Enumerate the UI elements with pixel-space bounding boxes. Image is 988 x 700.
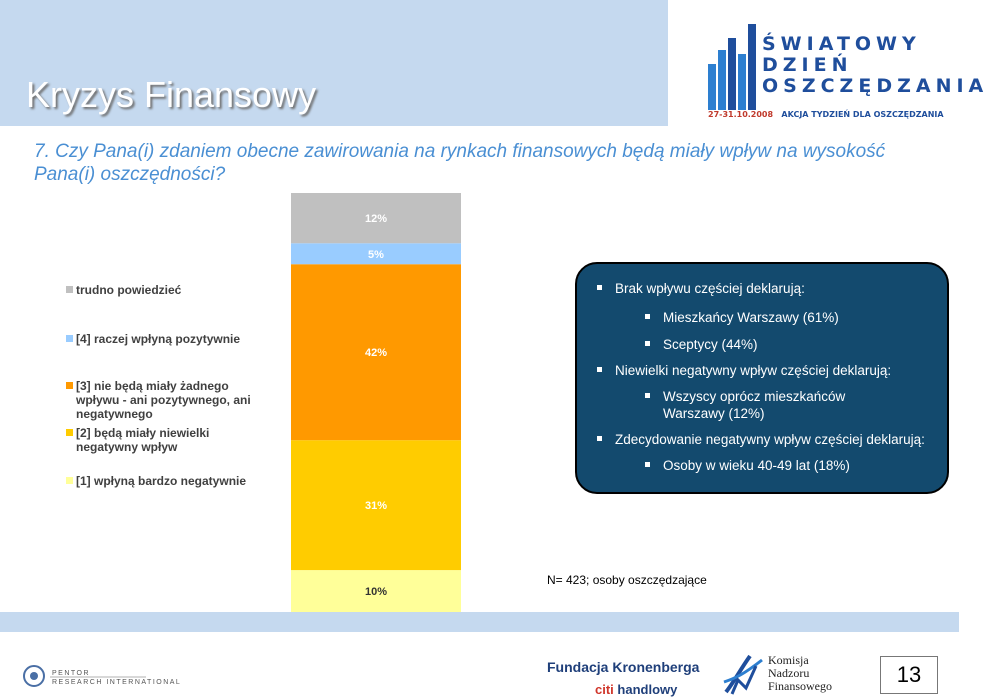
legend-label-4-line-1: [2] będą miały niewielki [76,426,210,440]
page-number: 13 [880,656,938,694]
knf-line-1: Komisja [768,653,809,667]
finding-bullet-6: Zdecydowanie negatywny wpływ częściej deklarują: [591,431,933,448]
logo-line-2: DZIEŃ [762,54,853,76]
finding-bullet-5: Wszyscy oprócz mieszkańców Warszawy (12%) [639,388,899,422]
bar-segment-label-2: 31% [364,500,388,513]
knf-logo-icon [722,652,764,696]
legend-label-4-line-2: negatywny wpływ [76,440,178,454]
finding-bullet-3: Sceptycy (44%) [639,336,933,353]
legend-label-3-line-2: wpływu - ani pozytywnego, ani [76,393,251,407]
legend-label-3-line-1: [3] nie będą miały żadnego [76,379,229,393]
sample-note: N= 423; osoby oszczędzające [547,573,707,587]
citi-suffix: handlowy [613,682,678,697]
citi-handlowy-logo [595,682,677,697]
knf-line-3: Finansowego [768,679,832,693]
pentor-logo-text [52,669,181,687]
legend-label-5-line-1: [1] wpłyną bardzo negatywnie [76,474,247,488]
kronenberg-logo: Fundacja Kronenberga [547,659,700,675]
bar-segment-label-5: 12% [364,213,388,226]
legend-label-2-line-1: [4] raczej wpłyną pozytywnie [76,332,241,346]
knf-logo-text [768,654,832,693]
legend-swatch-3 [66,382,73,389]
bar-segment-label-3: 42% [364,347,388,360]
pentor-line-2: RESEARCH INTERNATIONAL [52,679,182,686]
legend-swatch-4 [66,429,73,436]
legend-swatch-1 [66,286,73,293]
findings-box [575,262,949,494]
pentor-line-1: PENTOR [52,670,91,677]
finding-bullet-2: Mieszkańcy Warszawy (61%) [639,309,933,326]
finding-bullet-7: Osoby w wieku 40-49 lat (18%) [639,457,933,474]
legend-label-1-line-1: trudno powiedzieć [76,283,182,297]
finding-bullet-1: Brak wpływu częściej deklarują: [591,280,933,297]
page-title: Kryzys Finansowy [26,74,317,115]
legend-label-3-line-3: negatywnego [76,407,153,421]
finding-bullet-4: Niewielki negatywny wpływ częściej deklarują: [591,362,933,379]
logo-date: 27-31.10.2008 [708,110,774,119]
footer-band [0,612,959,632]
logo-line-1: ŚWIATOWY [762,33,921,55]
bar-segment-label-1: 10% [364,586,388,599]
bar-segment-label-4: 5% [368,248,384,261]
logo-line-3: OSZCZĘDZANIA [762,75,988,97]
legend-swatch-5 [66,477,73,484]
citi-prefix: citi [595,682,614,697]
survey-question: 7. Czy Pana(i) zdaniem obecne zawirowania na rynkach finansowych będą miały wpływ na wysokość Pana(i) oszczędności? [34,141,886,185]
legend-swatch-2 [66,335,73,342]
knf-line-2: Nadzoru [768,666,810,680]
logo-campaign: AKCJA TYDZIEŃ DLA OSZCZĘDZANIA [781,110,944,119]
